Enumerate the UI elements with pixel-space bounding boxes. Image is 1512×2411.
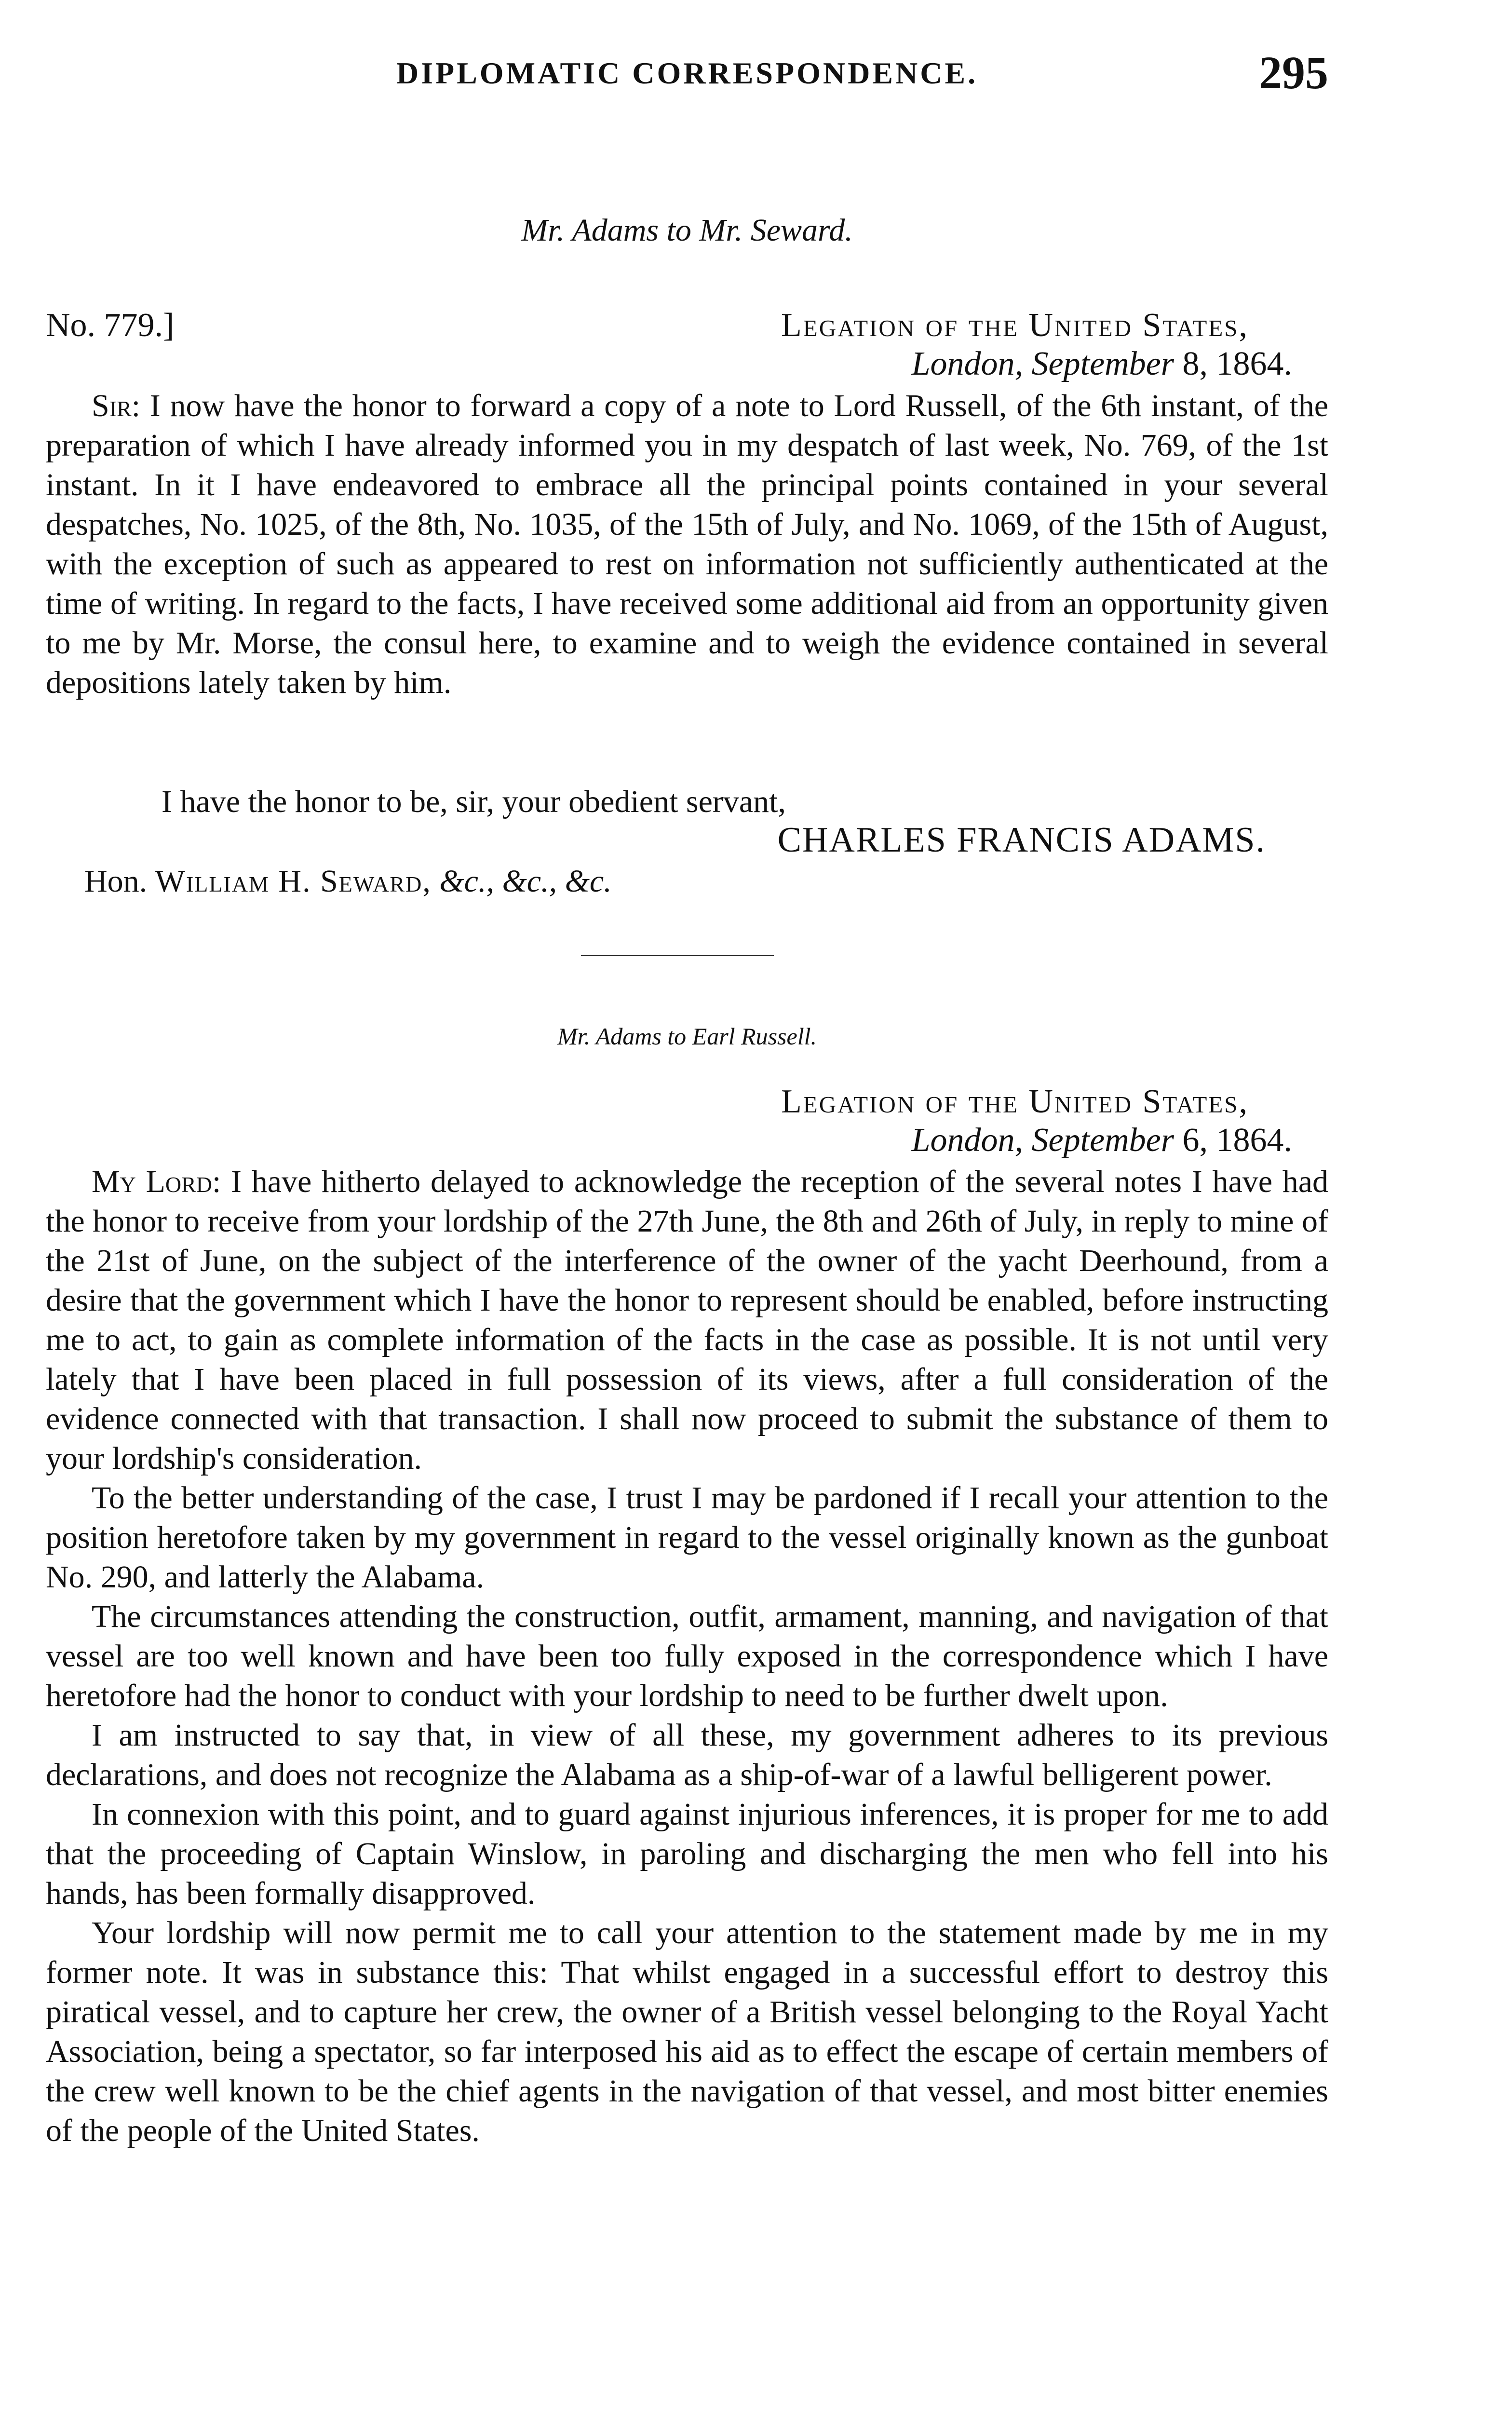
closing-line: I have the honor to be, sir, your obedient servant, xyxy=(162,784,786,819)
salutation: Sir xyxy=(92,388,132,423)
addressee-line xyxy=(84,863,612,900)
dateline-day-year: 6, 1864. xyxy=(1174,1122,1292,1159)
letter-2-paragraph: To the better understanding of the case, I trust I may be pardoned if I recall your attention to the position heretofore taken by my government in regard to the vessel originally known as the gunboat No. 290, and latterly the Alabama. xyxy=(46,1480,1328,1595)
dateline-day-year: 8, 1864. xyxy=(1174,345,1292,382)
running-head xyxy=(46,46,1328,104)
salutation: My Lord xyxy=(92,1164,213,1199)
addressee-hon: Hon. xyxy=(84,864,148,899)
despatch-number: No. 779.] xyxy=(46,307,175,344)
letter-1-body xyxy=(46,386,1328,703)
letter-2-paragraph: Your lordship will now permit me to call your attention to the statement made by me in my former note. It was in substance this: That whilst engaged in a successful effort to destroy this piratical vessel, and to capture her crew, the owner of a British vessel belonging to the Royal Yacht Association, being a spectator, so far interposed his aid as to effect the escape of certain members of the crew well known to be the chief agents in the navigation of that vessel, and most bitter enemies of the people of the United States. xyxy=(46,1915,1328,2148)
legation-line: Legation of the United States, xyxy=(781,1083,1249,1120)
page-number: 295 xyxy=(1259,47,1328,98)
dateline-place: London, xyxy=(911,345,1024,382)
document-page xyxy=(46,46,1328,2409)
letter-1-heading: Mr. Adams to Mr. Seward. xyxy=(521,213,853,248)
dateline-month: September xyxy=(1031,345,1174,382)
dateline-place: London, xyxy=(911,1122,1024,1159)
signature: CHARLES FRANCIS ADAMS. xyxy=(777,820,1266,860)
paragraph-text: : I now have the honor to forward a copy of a note to Lord Russell, of the 6th instant, of the preparation of which I have already informed you in my despatch of last week, No. 769, of the 1st instant. In it I have endeavored to embrace all the principal points contained in your several despatches, No. 1025, of the 8th, No. 1035, of the 15th of July, and No. 1069, of the 15th of August, with the exception of such as appeared to rest on information not sufficiently authenticated at the time of writing. In regard to the facts, I have received some additional aid from an opportunity given to me by Mr. Morse, the consul here, to examine and to weigh the evidence contained in several depositions lately taken by him. xyxy=(46,388,1328,700)
letter-1-dateline xyxy=(912,345,1292,383)
addressee-name: William H. Seward, xyxy=(155,864,432,899)
dateline-month: September xyxy=(1031,1122,1174,1159)
letter-2-heading: Mr. Adams to Earl Russell. xyxy=(557,1023,817,1050)
letter-2-paragraph: I am instructed to say that, in view of all these, my government adheres to its previous declarations, and does not recognize the Alabama as a ship-of-war of a lawful belligerent power. xyxy=(46,1718,1328,1792)
addressee-etc: &c., &c., &c. xyxy=(439,864,612,899)
letter-2-dateline xyxy=(912,1121,1292,1160)
section-divider xyxy=(581,955,774,956)
legation-line: Legation of the United States, xyxy=(781,307,1249,344)
letter-2-paragraph xyxy=(46,1162,1328,1478)
letter-2-paragraph: In connexion with this point, and to guard against injurious inferences, it is proper for me to add that the proceeding of Captain Winslow, in paroling and discharging the men who fell into his hands, has been formally disapproved. xyxy=(46,1797,1328,1911)
letter-2-body xyxy=(46,1162,1328,2151)
letter-1-paragraph xyxy=(46,386,1328,703)
letter-2-paragraph: The circumstances attending the construction, outfit, armament, manning, and navigation of that vessel are too well known and have been too fully exposed in the correspondence which I have heretofore had the honor to conduct with your lordship to need to be further dwelt upon. xyxy=(46,1599,1328,1713)
running-title: DIPLOMATIC CORRESPONDENCE. xyxy=(396,56,978,90)
paragraph-text: : I have hitherto delayed to acknowledge the reception of the several notes I have had the honor to receive from your lordship of the 27th June, the 8th and 26th of July, in reply to mine of the 21st of June, on the subject of the interference of the owner of the yacht Deerhound, from a desire that the government which I have the honor to represent should be enabled, before instructing me to act, to gain as complete information of the facts in the case as possible. It is not until very lately that I have been placed in full possession of its views, after a full consideration of the evidence connected with that transaction. I shall now proceed to submit the substance of them to your lordship's consideration. xyxy=(46,1164,1329,1476)
